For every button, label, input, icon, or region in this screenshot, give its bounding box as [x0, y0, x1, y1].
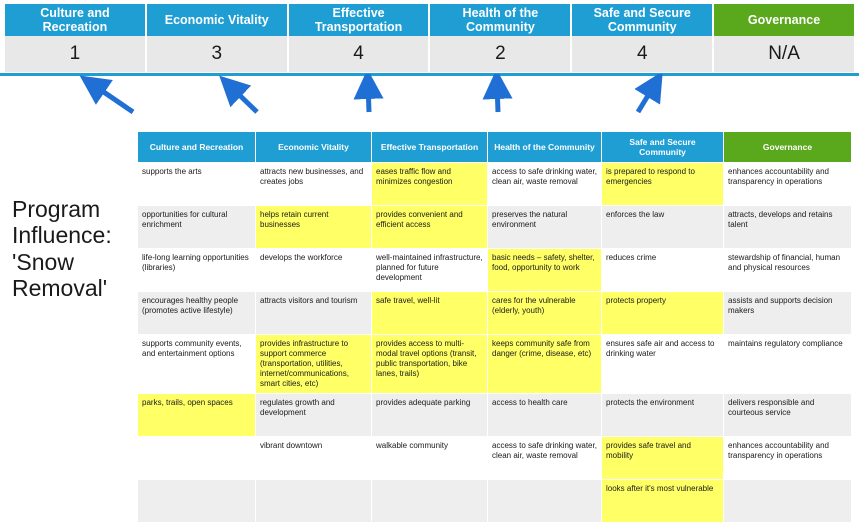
matrix-cell: eases traffic flow and minimizes congestion	[372, 163, 488, 206]
matrix-cell	[256, 480, 372, 523]
matrix-header-health-of-the-community: Health of the Community	[488, 132, 602, 163]
matrix-cell: supports community events, and entertainment options	[138, 335, 256, 394]
score-culture-and-recreation: 1	[5, 36, 147, 72]
top-header-culture-and-recreation: Culture and Recreation	[5, 4, 147, 36]
top-header-health-of-the-community: Health of the Community	[430, 4, 572, 36]
matrix-cell: develops the workforce	[256, 249, 372, 292]
score-governance: N/A	[714, 36, 854, 72]
matrix-cell: provides convenient and efficient access	[372, 206, 488, 249]
matrix-cell: reduces crime	[602, 249, 724, 292]
arrow-layer	[0, 74, 859, 134]
matrix-cell: is prepared to respond to emergencies	[602, 163, 724, 206]
matrix-row	[138, 335, 852, 394]
matrix-cell: helps retain current businesses	[256, 206, 372, 249]
matrix-cell: ensures safe air and access to drinking water	[602, 335, 724, 394]
matrix-cell: enforces the law	[602, 206, 724, 249]
score-health-of-the-community: 2	[430, 36, 572, 72]
matrix-cell: vibrant downtown	[256, 437, 372, 480]
matrix-header-row	[138, 132, 852, 163]
matrix-cell: enhances accountability and transparency in operations	[724, 437, 852, 480]
matrix-cell: life-long learning opportunities (libraries)	[138, 249, 256, 292]
matrix-cell	[488, 480, 602, 523]
matrix-row	[138, 437, 852, 480]
top-header-effective-transportation: Effective Transportation	[289, 4, 431, 36]
arrow-culture-and-recreation	[92, 84, 133, 112]
matrix-cell: provides adequate parking	[372, 394, 488, 437]
matrix-cell: parks, trails, open spaces	[138, 394, 256, 437]
matrix-cell: maintains regulatory compliance	[724, 335, 852, 394]
matrix-row	[138, 394, 852, 437]
matrix-cell: encourages healthy people (promotes active lifestyle)	[138, 292, 256, 335]
matrix-cell: walkable community	[372, 437, 488, 480]
matrix-header-culture-and-recreation: Culture and Recreation	[138, 132, 256, 163]
matrix-cell: protects the environment	[602, 394, 724, 437]
matrix-cell: opportunities for cultural enrichment	[138, 206, 256, 249]
matrix-cell: attracts, develops and retains talent	[724, 206, 852, 249]
matrix-header-effective-transportation: Effective Transportation	[372, 132, 488, 163]
arrow-economic-vitality	[230, 86, 257, 112]
matrix-cell: assists and supports decision makers	[724, 292, 852, 335]
matrix-cell: delivers responsible and courteous service	[724, 394, 852, 437]
score-row	[5, 36, 854, 72]
matrix-cell: attracts new businesses, and creates jobs	[256, 163, 372, 206]
matrix-row	[138, 480, 852, 523]
top-header-governance: Governance	[714, 4, 854, 36]
matrix-cell: provides access to multi-modal travel options (transit, public transportation, bike lanes, trails)	[372, 335, 488, 394]
matrix-cell: provides infrastructure to support commerce (transportation, utilities, internet/communications, smart cities, etc)	[256, 335, 372, 394]
matrix-row	[138, 292, 852, 335]
matrix-cell: looks after it's most vulnerable	[602, 480, 724, 523]
matrix-row	[138, 206, 852, 249]
matrix-cell: access to safe drinking water, clean air, waste removal	[488, 437, 602, 480]
matrix-cell	[138, 437, 256, 480]
matrix-cell: basic needs – safety, shelter, food, opportunity to work	[488, 249, 602, 292]
matrix-cell	[138, 480, 256, 523]
matrix-cell: stewardship of financial, human and physical resources	[724, 249, 852, 292]
score-effective-transportation: 4	[289, 36, 431, 72]
matrix-cell: access to safe drinking water, clean air, waste removal	[488, 163, 602, 206]
matrix-cell: protects property	[602, 292, 724, 335]
matrix-cell	[724, 480, 852, 523]
matrix-cell	[372, 480, 488, 523]
program-influence-label: Program Influence: 'Snow Removal'	[12, 196, 112, 302]
top-header-economic-vitality: Economic Vitality	[147, 4, 289, 36]
influence-matrix	[137, 131, 852, 523]
matrix-cell: well-maintained infrastructure, planned for future development	[372, 249, 488, 292]
score-economic-vitality: 3	[147, 36, 289, 72]
matrix-cell: keeps community safe from danger (crime, disease, etc)	[488, 335, 602, 394]
matrix-cell: regulates growth and development	[256, 394, 372, 437]
matrix-row	[138, 249, 852, 292]
top-header-safe-and-secure-community: Safe and Secure Community	[572, 4, 714, 36]
matrix-cell: safe travel, well-lit	[372, 292, 488, 335]
matrix-row	[138, 163, 852, 206]
matrix-cell: preserves the natural environment	[488, 206, 602, 249]
matrix-header-safe-and-secure-community: Safe and Secure Community	[602, 132, 724, 163]
matrix-cell: access to health care	[488, 394, 602, 437]
top-header-strip	[5, 4, 854, 36]
matrix-cell: attracts visitors and tourism	[256, 292, 372, 335]
matrix-cell: cares for the vulnerable (elderly, youth)	[488, 292, 602, 335]
matrix-header-economic-vitality: Economic Vitality	[256, 132, 372, 163]
score-safe-and-secure-community: 4	[572, 36, 714, 72]
matrix-cell: supports the arts	[138, 163, 256, 206]
matrix-header-governance: Governance	[724, 132, 852, 163]
arrow-health-of-the-community	[497, 84, 498, 112]
matrix-cell: enhances accountability and transparency in operations	[724, 163, 852, 206]
arrow-effective-transportation	[368, 84, 369, 112]
matrix-cell: provides safe travel and mobility	[602, 437, 724, 480]
arrow-safe-and-secure-community	[638, 84, 655, 112]
matrix-body	[138, 163, 852, 523]
